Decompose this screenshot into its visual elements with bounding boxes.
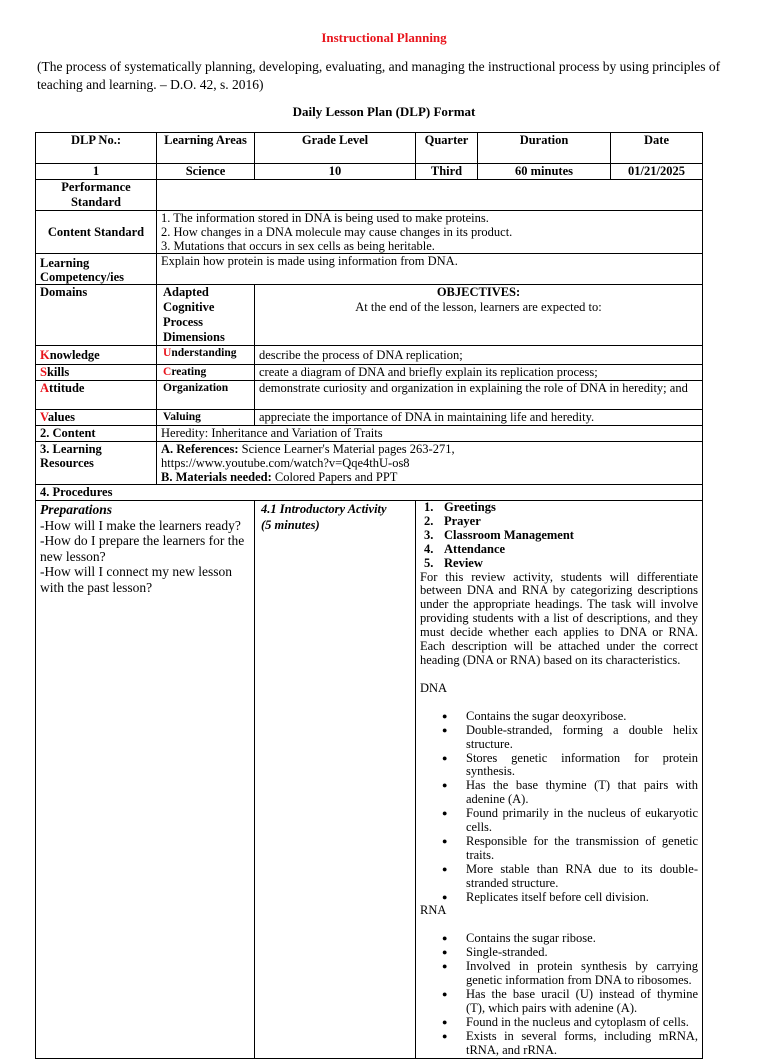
dimension-rest: nderstanding bbox=[171, 347, 237, 359]
domain-attitude bbox=[36, 381, 157, 410]
domain-initial: A bbox=[40, 381, 50, 395]
dlp-no-value: 1 bbox=[36, 164, 157, 180]
values-domain-row bbox=[36, 410, 703, 426]
performance-standard-row bbox=[36, 180, 703, 211]
header-row bbox=[36, 133, 703, 164]
dna-item: ● Has the base thymine (T) that pairs with adenine (A). bbox=[420, 779, 698, 807]
preparations-title: Preparations bbox=[40, 502, 113, 517]
activity-title: 4.1 Introductory Activity bbox=[261, 502, 387, 516]
resources-value bbox=[157, 442, 703, 485]
rna-item: ● Involved in protein synthesis by carrying genetic information from DNA to ribosomes. bbox=[420, 960, 698, 988]
rna-item: ● Has the base uracil (U) instead of thymine (T), which pairs with adenine (A). bbox=[420, 988, 698, 1016]
values-row bbox=[36, 164, 703, 180]
review-text: For this review activity, students will differentiate between DNA and RNA by categorizing descriptions under the appropriate headings. The task will involve providing students with a list of descriptions, and they must decide whether each applies to DNA or RNA. Each description will be attached under the correct heading (DNA or RNA) based on its characteristics. bbox=[420, 569, 698, 667]
intro-text: (The process of systematically planning, developing, evaluating, and managing the instructional process by using principles of teaching and learning. – D.O. 42, s. 2016) bbox=[37, 59, 721, 92]
procedures-row bbox=[36, 485, 703, 501]
references-label: A. References: bbox=[161, 442, 239, 456]
rna-list bbox=[420, 932, 698, 1057]
date-label: Date bbox=[611, 133, 703, 164]
page-title: Instructional Planning bbox=[321, 30, 447, 45]
materials-value: Colored Papers and PPT bbox=[274, 470, 398, 484]
references-url: https://www.youtube.com/watch?v=Qqe4thU-os8 bbox=[161, 456, 410, 470]
dimension-valuing bbox=[157, 410, 255, 426]
rna-heading: RNA bbox=[420, 903, 447, 918]
domain-initial: S bbox=[40, 365, 47, 379]
dimension-rest: Valuing bbox=[163, 411, 201, 423]
content-standard-line: 3. Mutations that occurs in sex cells as being heritable. bbox=[161, 239, 435, 253]
competency-row bbox=[36, 254, 703, 285]
dimension-creating bbox=[157, 365, 255, 381]
domains-row bbox=[36, 285, 703, 346]
competency-value: Explain how protein is made using information from DNA. bbox=[157, 254, 703, 285]
date-value: 01/21/2025 bbox=[611, 164, 703, 180]
domain-knowledge bbox=[36, 346, 157, 365]
dimension-rest: Organization bbox=[163, 382, 229, 394]
dna-item: ● Replicates itself before cell division. bbox=[420, 891, 698, 905]
references-value: Science Learner's Material pages 263-271, bbox=[241, 442, 455, 456]
domain-rest: kills bbox=[46, 365, 70, 379]
objective-skills: create a diagram of DNA and briefly explain its replication process; bbox=[255, 365, 703, 381]
objectives-subtitle: At the end of the lesson, learners are expected to: bbox=[355, 300, 602, 314]
preparation-question: -How will I make the learners ready? bbox=[40, 517, 241, 533]
objective-values: appreciate the importance of DNA in maintaining life and heredity. bbox=[255, 410, 703, 426]
acpd-label: Adapted Cognitive Process Dimensions bbox=[157, 285, 255, 346]
domain-values bbox=[36, 410, 157, 426]
rna-item: ● Found in the nucleus and cytoplasm of cells. bbox=[420, 1016, 698, 1030]
preparation-question: -How will I connect my new lesson with the past lesson? bbox=[40, 564, 232, 595]
objective-knowledge: describe the process of DNA replication; bbox=[255, 346, 703, 365]
content-standard-row bbox=[36, 211, 703, 254]
procedures-label: 4. Procedures bbox=[36, 485, 703, 501]
dimension-initial: U bbox=[163, 347, 172, 359]
activity-time: (5 minutes) bbox=[261, 517, 320, 532]
quarter-value: Third bbox=[416, 164, 478, 180]
content-standard-label: Content Standard bbox=[36, 211, 157, 254]
learning-areas-value: Science bbox=[157, 164, 255, 180]
content-value: Heredity: Inheritance and Variation of Traits bbox=[157, 426, 703, 442]
duration-value: 60 minutes bbox=[478, 164, 611, 180]
dimension-initial: C bbox=[163, 366, 172, 378]
dimension-organization bbox=[157, 381, 255, 410]
domain-rest: ttitude bbox=[49, 381, 85, 395]
dna-heading: DNA bbox=[420, 680, 448, 695]
duration-label: Duration bbox=[478, 133, 611, 164]
content-label: 2. Content bbox=[36, 426, 157, 442]
lesson-plan-table bbox=[35, 132, 703, 1059]
content-row bbox=[36, 426, 703, 442]
materials-label: B. Materials needed: bbox=[161, 470, 272, 484]
domain-initial: V bbox=[40, 410, 48, 424]
dna-list bbox=[420, 710, 698, 905]
domain-rest: nowledge bbox=[49, 347, 100, 362]
dna-item: ● More stable than RNA due to its double-stranded structure. bbox=[420, 863, 698, 891]
preparation-question: -How do I prepare the learners for the new lesson? bbox=[40, 533, 245, 564]
step-item: 3. Classroom Management bbox=[424, 527, 574, 542]
grade-level-label: Grade Level bbox=[255, 133, 416, 164]
preparations-cell bbox=[36, 501, 255, 1059]
knowledge-row bbox=[36, 346, 703, 365]
rna-item: ● Single-stranded. bbox=[420, 946, 698, 960]
dna-item: ● Found primarily in the nucleus of eukaryotic cells. bbox=[420, 807, 698, 835]
objectives-cell bbox=[255, 285, 703, 346]
activity-details-cell bbox=[416, 501, 703, 1059]
grade-level-value: 10 bbox=[255, 164, 416, 180]
objectives-title: OBJECTIVES: bbox=[436, 285, 521, 299]
domain-rest: alues bbox=[47, 410, 75, 424]
skills-row bbox=[36, 365, 703, 381]
content-standard-value bbox=[157, 211, 703, 254]
competency-label: Learning Competency/ies bbox=[36, 254, 157, 285]
content-standard-line: 2. How changes in a DNA molecule may cause changes in its product. bbox=[161, 225, 513, 239]
step-item: 2. Prayer bbox=[424, 513, 481, 528]
dimension-understanding bbox=[157, 346, 255, 365]
dna-item: ● Contains the sugar deoxyribose. bbox=[420, 710, 698, 724]
attitude-row bbox=[36, 381, 703, 410]
resources-row bbox=[36, 442, 703, 485]
domain-initial: K bbox=[40, 347, 50, 362]
procedures-body-row bbox=[36, 501, 703, 1059]
format-title: Daily Lesson Plan (DLP) Format bbox=[292, 104, 476, 119]
dlp-no-label: DLP No.: bbox=[36, 133, 157, 164]
dimension-rest: reating bbox=[171, 366, 207, 378]
objective-attitude: demonstrate curiosity and organization in explaining the role of DNA in heredity; and bbox=[255, 381, 703, 410]
rna-item: ● Contains the sugar ribose. bbox=[420, 932, 698, 946]
resources-label: 3. Learning Resources bbox=[36, 442, 157, 485]
dna-item: ● Responsible for the transmission of genetic traits. bbox=[420, 835, 698, 863]
step-item: 1. Greetings bbox=[424, 500, 496, 514]
dna-item: ● Double-stranded, forming a double helix structure. bbox=[420, 724, 698, 752]
performance-standard-label: Performance Standard bbox=[36, 180, 157, 211]
rna-item: ● Exists in several forms, including mRNA, tRNA, and rRNA. bbox=[420, 1030, 698, 1058]
learning-areas-label: Learning Areas bbox=[157, 133, 255, 164]
domain-skills bbox=[36, 365, 157, 381]
quarter-label: Quarter bbox=[416, 133, 478, 164]
dna-item: ● Stores genetic information for protein synthesis. bbox=[420, 752, 698, 780]
performance-standard-value bbox=[157, 180, 703, 211]
domains-label: Domains bbox=[36, 285, 157, 346]
steps-list bbox=[420, 501, 698, 571]
step-item: 4. Attendance bbox=[424, 541, 506, 556]
activity-cell bbox=[255, 501, 416, 1059]
content-standard-line: 1. The information stored in DNA is being used to make proteins. bbox=[161, 211, 489, 225]
step-item: 5. Review bbox=[424, 555, 483, 570]
